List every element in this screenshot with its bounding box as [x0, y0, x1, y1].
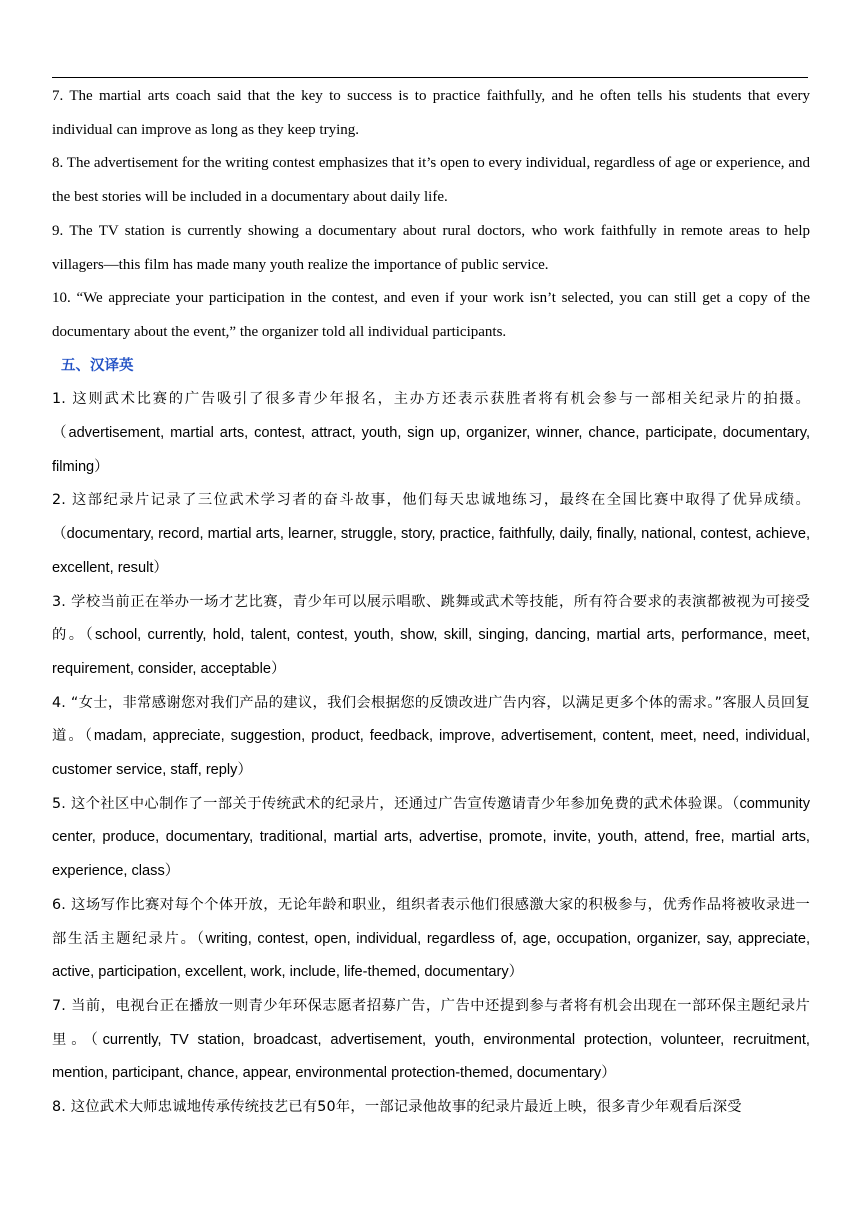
keyword-hints: （currently, TV station, broadcast, advertisement, youth, environmental protection, volunteer, recruitment, mention, participant, chance, appear, environmental protection-themed, documentary）	[52, 1031, 810, 1082]
keyword-hints: （madam, appreciate, suggestion, product, feedback, improve, advertisement, content, meet, need, individual, customer service, staff, reply）	[52, 728, 810, 779]
english-item-7: 7. The martial arts coach said that the key to success is to practice faithfully, and he often tells his students that every individual can improve as long as they keep trying.	[52, 88, 810, 138]
chinese-sentence: 2. 这部纪录片记录了三位武术学习者的奋斗故事，他们每天忠诚地练习，最终在全国比赛中取得了优异成绩。	[52, 492, 810, 509]
english-item-9: 9. The TV station is currently showing a documentary about rural doctors, who work faithfully in remote areas to help villagers—this film has made many youth realize the importance of public service.	[52, 222, 810, 273]
keyword-hints: （community center, produce, documentary, traditional, martial arts, advertise, promote, invite, youth, attend, free, martial arts, experience, class）	[52, 795, 810, 880]
chinese-sentence: 8. 这位武术大师忠诚地传承传统技艺已有50年，一部记录他故事的纪录片最近上映，很多青少年观看后深受	[52, 1099, 742, 1116]
chinese-sentence: 5. 这个社区中心制作了一部关于传统武术的纪录片，还通过广告宣传邀请青少年参加免费的武术体验课。	[52, 795, 732, 812]
translation-item-7	[52, 990, 810, 1091]
document-body	[52, 80, 810, 1125]
english-item-10: 10. “We appreciate your participation in the contest, and even if your work isn’t selected, you can still get a copy of the documentary about the event,” the organizer told all individual participants.	[52, 290, 810, 340]
chinese-sentence: 4. “女士，非常感谢您对我们产品的建议，我们会根据您的反馈改进广告内容，以满足更多个体的需求。”客服人员回复道。	[52, 694, 810, 745]
translation-item-6	[52, 889, 810, 990]
section-heading: 五、汉译英	[61, 357, 134, 374]
translation-item-3	[52, 586, 810, 687]
translation-item-4	[52, 687, 810, 788]
translation-item-1	[52, 383, 810, 484]
header-rule	[52, 77, 808, 78]
translation-item-8	[52, 1091, 810, 1125]
english-item-8: 8. The advertisement for the writing contest emphasizes that it’s open to every individual, regardless of age or experience, and the best stories will be included in a documentary about daily life.	[52, 155, 810, 206]
chinese-sentence: 3. 学校当前正在举办一场才艺比赛，青少年可以展示唱歌、跳舞或武术等技能，所有符合要求的表演都被视为可接受的。	[52, 593, 810, 644]
chinese-sentence: 1. 这则武术比赛的广告吸引了很多青少年报名，主办方还表示获胜者将有机会参与一部相关纪录片的拍摄。	[52, 391, 810, 408]
chinese-sentence: 7. 当前，电视台正在播放一则青少年环保志愿者招募广告，广告中还提到参与者将有机会出现在一部环保主题纪录片里。	[52, 997, 810, 1048]
chinese-sentence: 6. 这场写作比赛对每个个体开放，无论年龄和职业，组织者表示他们很感激大家的积极参与，优秀作品将被收录进一部生活主题纪录片。	[52, 896, 810, 947]
keyword-hints: （advertisement, martial arts, contest, attract, youth, sign up, organizer, winner, chance, participate, documentary, filming）	[52, 425, 810, 475]
keyword-hints: （school, currently, hold, talent, contest, youth, show, skill, singing, dancing, martial arts, performance, meet, requirement, consider, acceptable）	[52, 627, 810, 677]
translation-item-2	[52, 484, 810, 585]
translation-item-5	[52, 788, 810, 889]
keyword-hints: （writing, contest, open, individual, regardless of, age, occupation, organizer, say, appreciate, active, participation, excellent, work, include, life-themed, documentary）	[52, 930, 810, 981]
keyword-hints: （documentary, record, martial arts, learner, struggle, story, practice, faithfully, daily, finally, national, contest, achieve, excellent, result）	[52, 526, 810, 576]
